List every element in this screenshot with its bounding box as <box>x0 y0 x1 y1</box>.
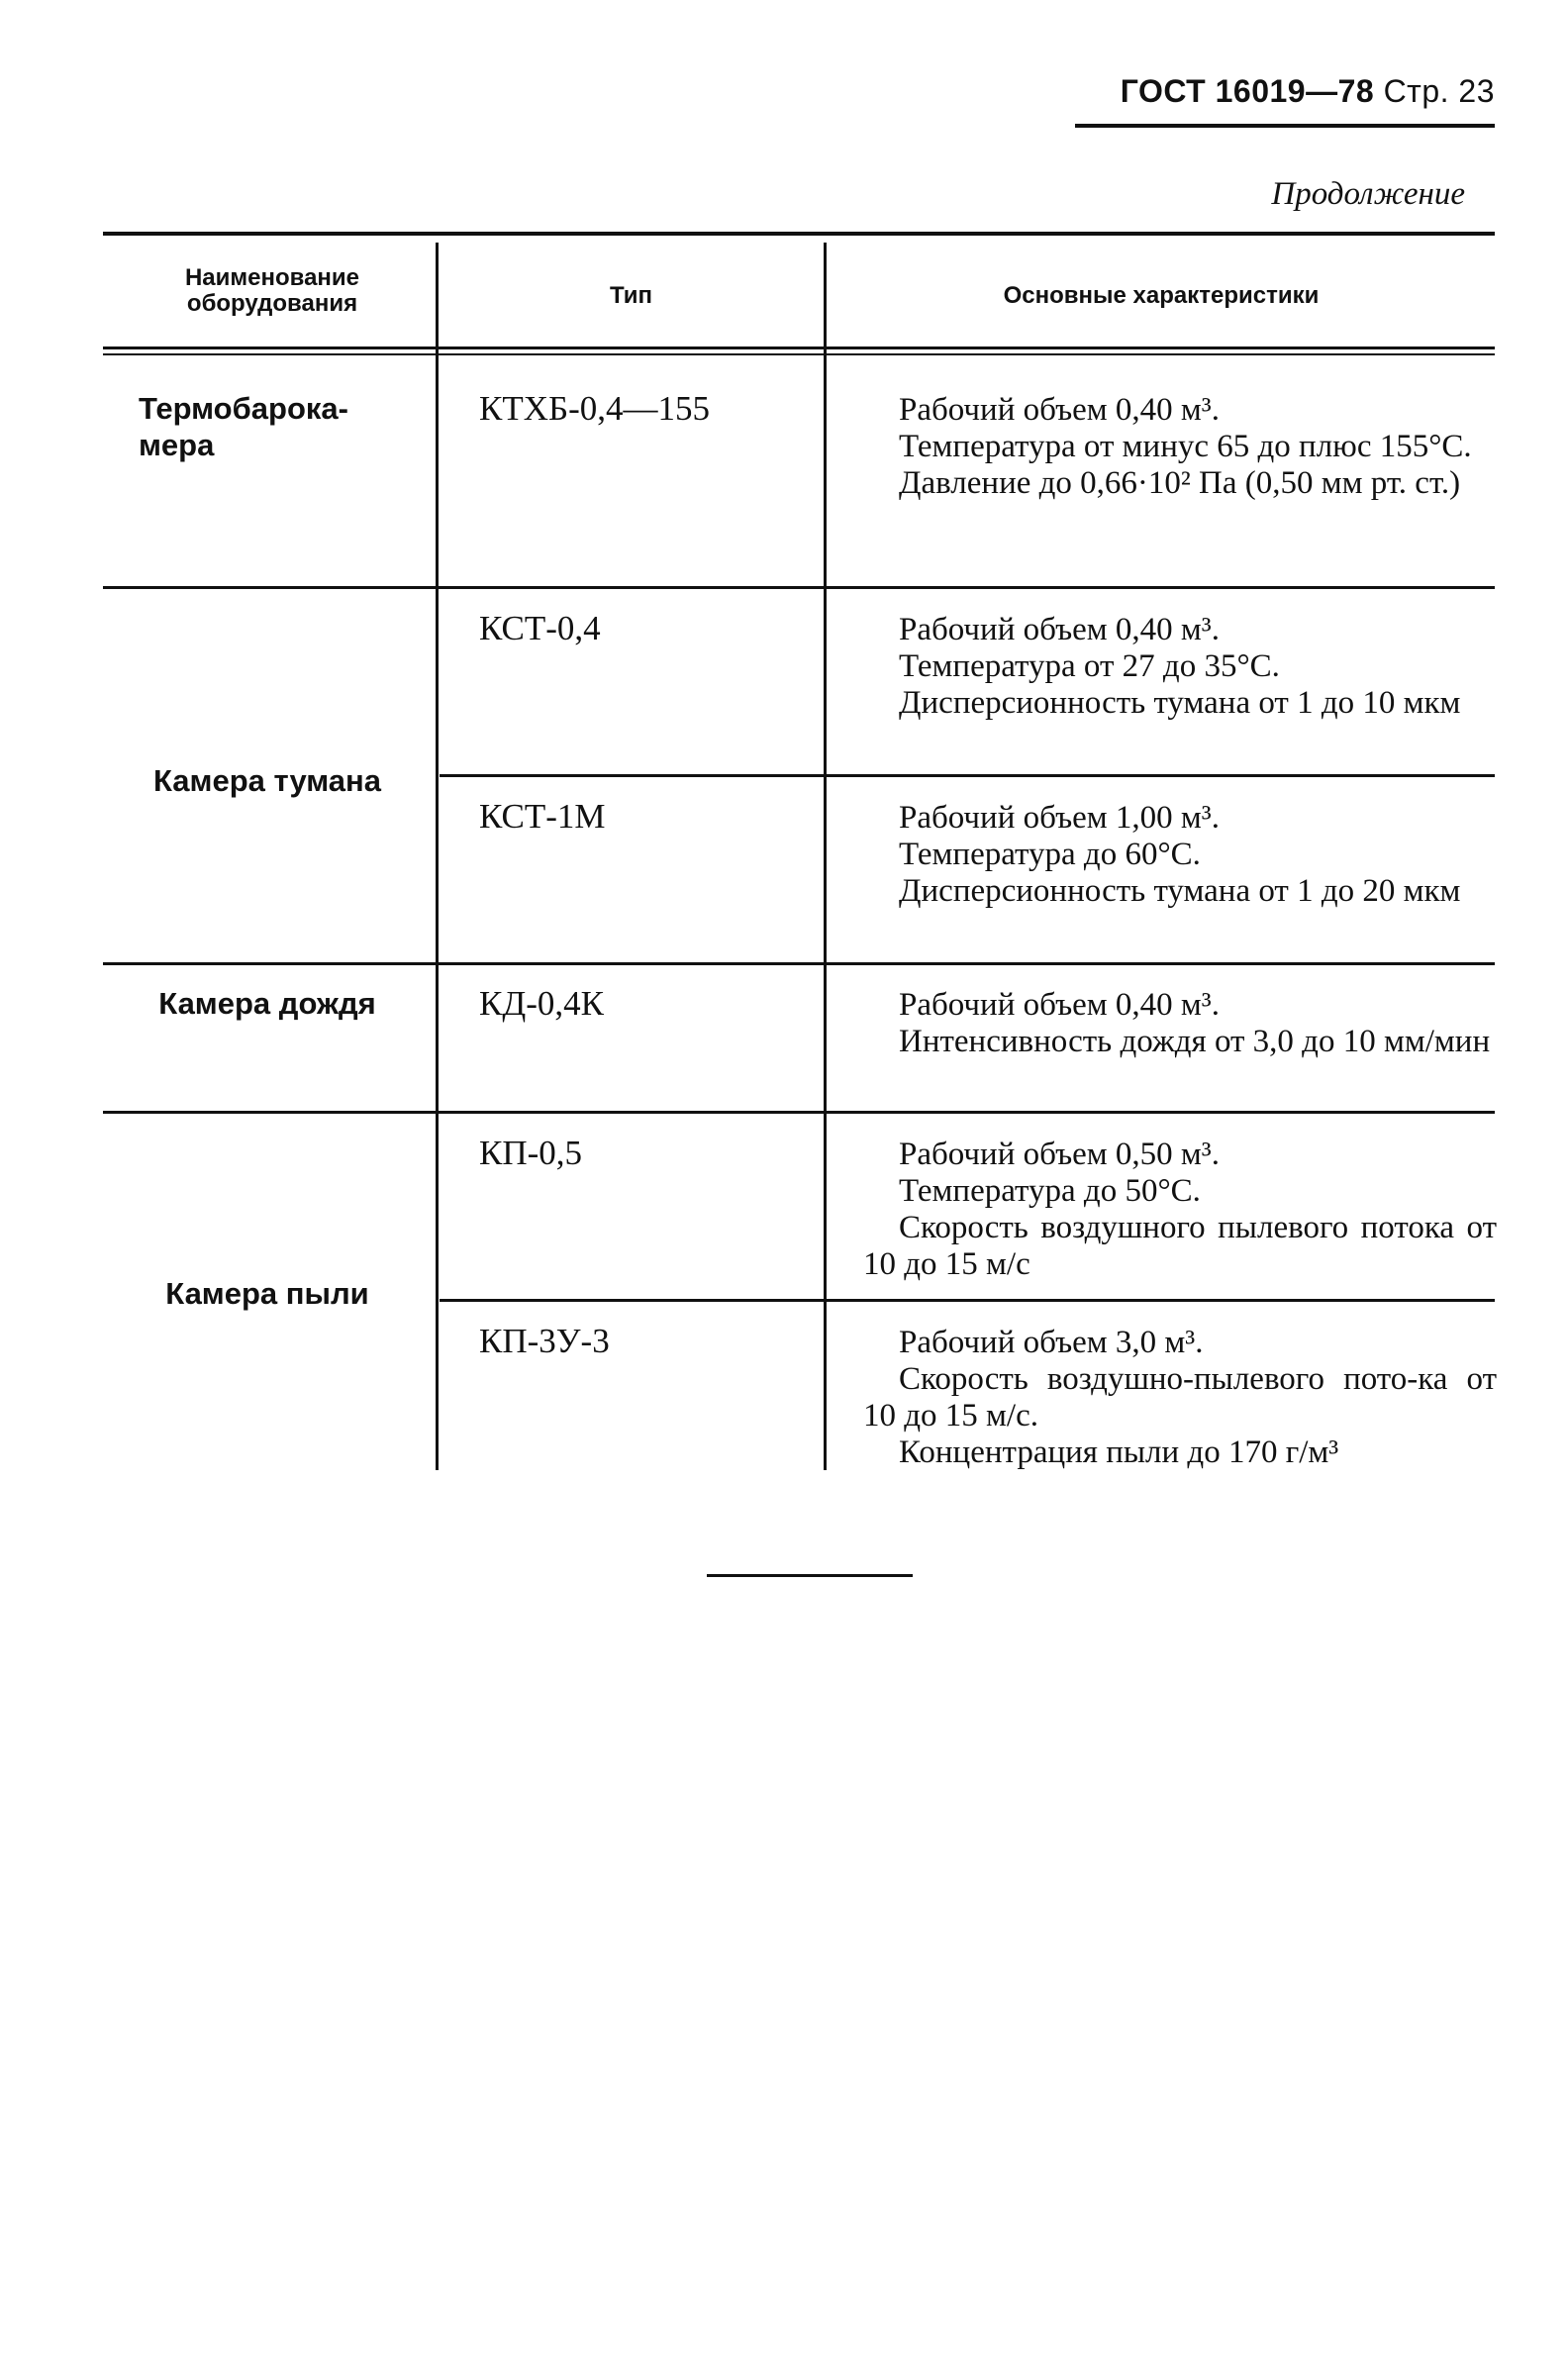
document-code: ГОСТ 16019—78 <box>1120 73 1375 109</box>
spec-line: Температура до 60°С. <box>899 837 1201 872</box>
characteristics-cell <box>863 987 1497 1060</box>
spec-line: Скорость воздушно-пылевого пото-ка от 10 до 15 м/с. <box>863 1361 1497 1434</box>
row-separator <box>103 962 1495 965</box>
header-rule <box>1075 124 1495 128</box>
column-header-type: Тип <box>610 282 652 309</box>
column-header-name: Наименование оборудования <box>184 264 360 317</box>
spec-line: Температура до 50°С. <box>899 1173 1201 1209</box>
equipment-name: Камера пыли <box>165 1276 369 1311</box>
spec-line: Температура от 27 до 35°С. <box>899 648 1280 684</box>
spec-line: Температура от минус 65 до плюс 155°С. <box>899 429 1472 464</box>
table-top-rule <box>103 232 1495 236</box>
characteristics-cell <box>863 1137 1497 1283</box>
spec-line: Рабочий объем 3,0 м³. <box>899 1325 1204 1360</box>
equipment-name: Камера тумана <box>152 763 382 798</box>
spec-line: Рабочий объем 1,00 м³. <box>899 800 1220 836</box>
spec-line: Рабочий объем 0,50 м³. <box>899 1137 1220 1172</box>
row-separator <box>103 586 1495 589</box>
spec-line: Скорость воздушного пылевого потока от 10 до 15 м/с <box>863 1210 1497 1282</box>
row-separator <box>440 1299 1495 1302</box>
equipment-name: Термобарока- мера <box>139 391 348 462</box>
header-bottom-rule-2 <box>103 353 1495 355</box>
header-bottom-rule <box>103 346 1495 349</box>
spec-line: Рабочий объем 0,40 м³. <box>899 392 1220 428</box>
row-separator <box>103 1111 1495 1114</box>
page-header <box>1121 73 1495 110</box>
end-rule <box>707 1574 913 1577</box>
spec-line: Давление до 0,66·10² Па (0,50 мм рт. ст.) <box>899 465 1461 501</box>
spec-line: Дисперсионность тумана от 1 до 10 мкм <box>899 685 1461 721</box>
spec-line: Рабочий объем 0,40 м³. <box>899 987 1220 1023</box>
equipment-type: КП-0,5 <box>479 1134 583 1172</box>
column-divider-2 <box>824 243 827 1470</box>
spec-line: Дисперсионность тумана от 1 до 20 мкм <box>899 873 1461 909</box>
equipment-name: Камера дождя <box>158 986 376 1021</box>
page-number: Стр. 23 <box>1383 73 1495 109</box>
continuation-label: Продолжение <box>1271 176 1465 212</box>
characteristics-cell <box>863 612 1497 722</box>
characteristics-cell <box>863 800 1497 910</box>
spec-line: Рабочий объем 0,40 м³. <box>899 612 1220 647</box>
row-separator <box>440 774 1495 777</box>
equipment-type: КСТ-0,4 <box>479 609 601 647</box>
spec-line: Интенсивность дождя от 3,0 до 10 мм/мин <box>899 1024 1491 1059</box>
characteristics-cell <box>863 392 1497 502</box>
equipment-type: КД-0,4К <box>479 984 604 1023</box>
spec-line: Концентрация пыли до 170 г/м³ <box>899 1434 1339 1470</box>
equipment-type: КСТ-1М <box>479 797 606 836</box>
equipment-type: КТХБ-0,4—155 <box>479 389 711 428</box>
characteristics-cell <box>863 1325 1497 1471</box>
equipment-type: КП-3У-3 <box>479 1322 610 1360</box>
column-header-characteristics: Основные характеристики <box>1003 282 1320 309</box>
